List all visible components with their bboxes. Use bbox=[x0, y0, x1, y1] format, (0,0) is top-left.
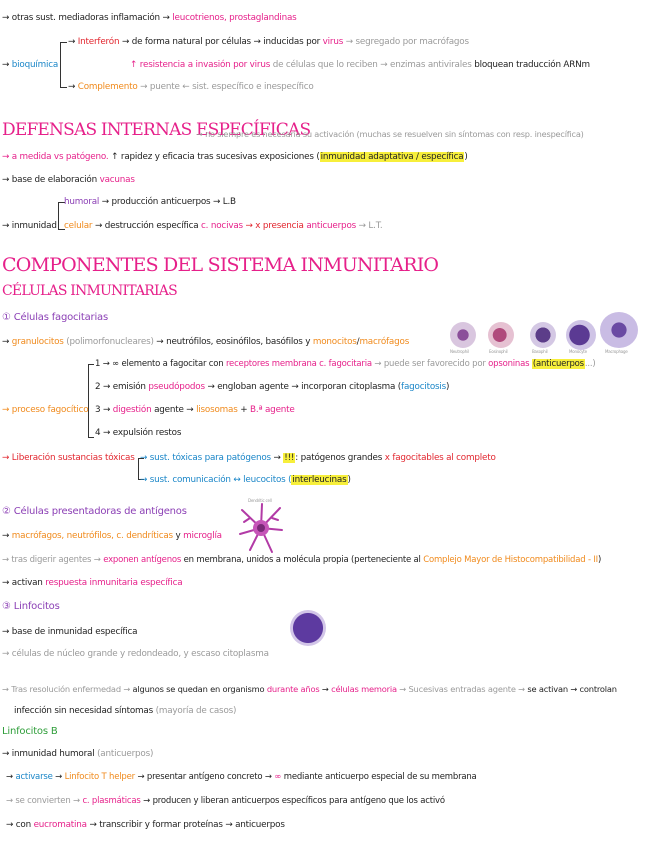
apc-heading: ② Células presentadoras de antígenos bbox=[2, 506, 187, 517]
memory-cells-line: → Tras resolución enfermedad → algunos se quedan en organismo durante años → células memoria → Sucesivas entradas agente → se activan → controlan bbox=[2, 684, 617, 694]
dendritic-cell-image bbox=[236, 500, 286, 556]
cellular-line: celular → destrucción específica c. nocivas → x presencia anticuerpos → L.T. bbox=[64, 221, 383, 231]
eosinophil-image bbox=[488, 322, 514, 348]
toxic-release-line-1: → sust. tóxicas para patógenos → !!!: patógenos grandes x fagocitables al completo bbox=[140, 453, 496, 463]
lymphocyte-image bbox=[290, 610, 326, 646]
lymphocytes-line-1: → base de inmunidad específica bbox=[2, 627, 138, 637]
phagocytosis-step-1: 1 → ∞ elemento a fagocitar con receptores membrana c. fagocitaria → puede ser favorecido por opsoninas (anticuerpos...) bbox=[95, 359, 596, 369]
biochemical-label: bioquímica bbox=[11, 60, 59, 70]
neutrophil-image bbox=[450, 322, 476, 348]
memory-cells-line-2: infección sin necesidad síntomas (mayoría de casos) bbox=[14, 706, 237, 716]
phagocytosis-step-4: 4 → expulsión restos bbox=[95, 428, 182, 438]
lymphocytes-line-2: → células de núcleo grande y redondeado, y escaso citoplasma bbox=[2, 649, 269, 659]
monocyte-image bbox=[566, 320, 596, 350]
apc-line-2: → tras digerir agentes → exponen antígenos en membrana, unidos a molécula propia (perteneciente al Complejo Mayor de Histocompatibilidad - II) bbox=[2, 555, 602, 565]
phagocytic-process-bracket bbox=[88, 364, 94, 438]
biochemical-bracket bbox=[60, 42, 67, 88]
apc-line-1: → macrófagos, neutrófilos, c. dendríticas y microglía bbox=[2, 531, 222, 541]
specific-defenses-line-2: → base de elaboración vacunas bbox=[2, 175, 135, 185]
subtitle-immune-cells: CÉLULAS INMUNITARIAS bbox=[2, 283, 177, 299]
b-lymphocytes-line-3: → se convierten → c. plasmáticas → producen y liberan anticuerpos específicos para antígeno que los activó bbox=[6, 796, 445, 806]
toxic-release-line-2: → sust. comunicación ↔ leucocitos (interleucinas) bbox=[140, 475, 351, 485]
phagocytosis-step-3: 3 → digestión agente → lisosomas + B.ª agente bbox=[95, 405, 295, 415]
monocyte-caption: Monocyte bbox=[569, 349, 587, 354]
specific-defenses-note: → no siempre es necesaria su activación (muchas se resuelven sin síntomas con resp. inespecífica) bbox=[196, 129, 584, 139]
eosinophil-caption: Eosinophil bbox=[489, 349, 508, 354]
biochemical-label-row: → bioquímica bbox=[2, 60, 59, 70]
humoral-line: humoral → producción anticuerpos → L.B bbox=[64, 197, 236, 207]
b-lymphocytes-line-2: → activarse → Linfocito T helper → presentar antígeno concreto → ∞ mediante anticuerpo especial de su membrana bbox=[6, 772, 477, 782]
phagocytosis-step-2: 2 → emisión pseudópodos → engloban agente → incorporan citoplasma (fagocitosis) bbox=[95, 382, 450, 392]
b-lymphocytes-line-4: → con eucromatina → transcribir y formar proteínas → anticuerpos bbox=[6, 820, 285, 830]
neutrophil-caption: Neutrophil bbox=[450, 349, 469, 354]
b-lymphocytes-heading: Linfocitos B bbox=[2, 726, 58, 737]
phagocytes-line-1: → granulocitos (polimorfonucleares) → neutrófilos, eosinófilos, basófilos y monocitos/macrófagos bbox=[2, 337, 410, 347]
specific-defenses-line-1: → a medida vs patógeno. ↑ rapidez y eficacia tras sucesivas exposiciones (inmunidad adaptativa / específica) bbox=[2, 152, 468, 162]
complement-line: → Complemento → puente ← sist. específico e inespecífico bbox=[68, 82, 314, 92]
macrophage-caption: Macrophage bbox=[605, 349, 628, 354]
lymphocytes-heading: ③ Linfocitos bbox=[2, 601, 60, 612]
section-title-specific-defenses: DEFENSAS INTERNAS ESPECÍFICAS bbox=[2, 120, 311, 140]
immunity-label: → inmunidad bbox=[2, 221, 57, 231]
mediators-line: → otras sust. mediadoras inflamación → leucotrienos, prostaglandinas bbox=[2, 13, 297, 23]
basophil-caption: Basophil bbox=[532, 349, 548, 354]
macrophage-image bbox=[600, 312, 638, 348]
b-lymphocytes-line-1: → inmunidad humoral (anticuerpos) bbox=[2, 749, 154, 759]
apc-line-3: → activan respuesta inmunitaria específica bbox=[2, 578, 183, 588]
basophil-image bbox=[530, 322, 556, 348]
phagocytes-heading: ① Células fagocitarias bbox=[2, 312, 108, 323]
dendritic-cell-caption: Dendritic cell bbox=[248, 498, 272, 503]
toxic-release-label: → Liberación sustancias tóxicas bbox=[2, 453, 135, 463]
phagocytic-process-label: → proceso fagocítico bbox=[2, 405, 89, 415]
section-title-components: COMPONENTES DEL SISTEMA INMUNITARIO bbox=[2, 254, 439, 276]
interferon-line: → Interferón → de forma natural por células → inducidas por virus → segregado por macrófagos bbox=[68, 37, 469, 47]
resistance-line: ↑ resistencia a invasión por virus de células que lo reciben → enzimas antivirales bloquean traducción ARNm bbox=[130, 60, 590, 70]
